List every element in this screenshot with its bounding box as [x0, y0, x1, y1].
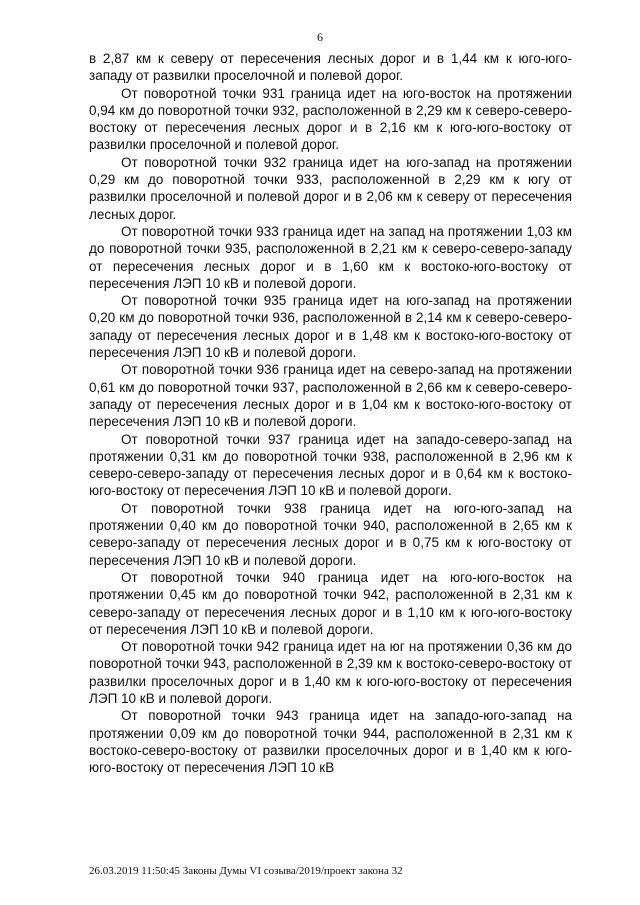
paragraph-point-935: От поворотной точки 935 граница идет на юго-запад на протяжении 0,20 км до поворотной точки 936, расположенной в 2,14 км к северо-северо-западу от пересечения лесных дорог и в 1,48 км к востоко-юго-востоку от пересечения ЛЭП 10 кВ и полевой дороги.: [89, 293, 572, 361]
paragraph-continued: в 2,87 км к северу от пересечения лесных дорог и в 1,44 км к юго-юго-западу от развилки проселочной и полевой дорог.: [89, 51, 572, 84]
paragraph-point-933: От поворотной точки 933 граница идет на запад на протяжении 1,03 км до поворотной точки 935, расположенной в 2,21 км к северо-северо-западу от пересечения лесных дорог и в 1,60 км к востоко-юго-востоку от пересечения ЛЭП 10 кВ и полевой дороги.: [89, 223, 572, 291]
document-body: [89, 50, 572, 776]
document-footer: 26.03.2019 11:50:45 Законы Думы VI созыва/2019/проект закона 32: [89, 865, 403, 877]
paragraph-point-932: От поворотной точки 932 граница идет на юго-запад на протяжении 0,29 км до поворотной точки 933, расположенной в 2,29 км к югу от развилки проселочной и полевой дорог и в 2,06 км к северу от пересечения лесных дорог.: [89, 154, 572, 222]
paragraph-point-943: От поворотной точки 943 граница идет на западо-юго-запад на протяжении 0,09 км до поворотной точки 944, расположенной в 2,31 км к востоко-северо-востоку от развилки проселочных дорог и в 1,40 км к юго-юго-востоку от пересечения ЛЭП 10 кВ: [89, 708, 572, 776]
page-number: 6: [317, 30, 323, 44]
paragraph-point-937: От поворотной точки 937 граница идет на западо-северо-запад на протяжении 0,31 км до поворотной точки 938, расположенной в 2,96 км к северо-северо-западу от пересечения лесных дорог и в 0,64 км к востоко-юго-востоку от пересечения ЛЭП 10 кВ и полевой дороги.: [89, 431, 572, 499]
paragraph-point-931: От поворотной точки 931 граница идет на юго-восток на протяжении 0,94 км до поворотной точки 932, расположенной в 2,29 км к северо-северо-востоку от пересечения лесных дорог и в 2,16 км к юго-юго-востоку от развилки проселочной и полевой дорог.: [89, 85, 572, 153]
paragraph-point-938: От поворотной точки 938 граница идет на юго-юго-запад на протяжении 0,40 км до поворотной точки 940, расположенной в 2,65 км к северо-западу от пересечения лесных дорог и в 0,75 км к юго-востоку от пересечения ЛЭП 10 кВ и полевой дороги.: [89, 500, 572, 568]
paragraph-point-942: От поворотной точки 942 граница идет на юг на протяжении 0,36 км до поворотной точки 943, расположенной в 2,39 км к востоко-северо-востоку от развилки проселочных дорог и в 1,40 км к юго-юго-востоку от пересечения ЛЭП 10 кВ и полевой дороги.: [89, 639, 572, 706]
paragraph-point-940: От поворотной точки 940 граница идет на юго-юго-восток на протяжении 0,45 км до поворотной точки 942, расположенной в 2,31 км к северо-западу от пересечения лесных дорог и в 1,10 км к юго-юго-востоку от пересечения ЛЭП 10 кВ и полевой дороги.: [89, 569, 572, 637]
paragraph-point-936: От поворотной точки 936 граница идет на северо-запад на протяжении 0,61 км до поворотной точки 937, расположенной в 2,66 км к северо-северо-западу от пересечения лесных дорог и в 1,04 км к востоко-юго-востоку от пересечения ЛЭП 10 кВ и полевой дороги.: [89, 362, 572, 430]
